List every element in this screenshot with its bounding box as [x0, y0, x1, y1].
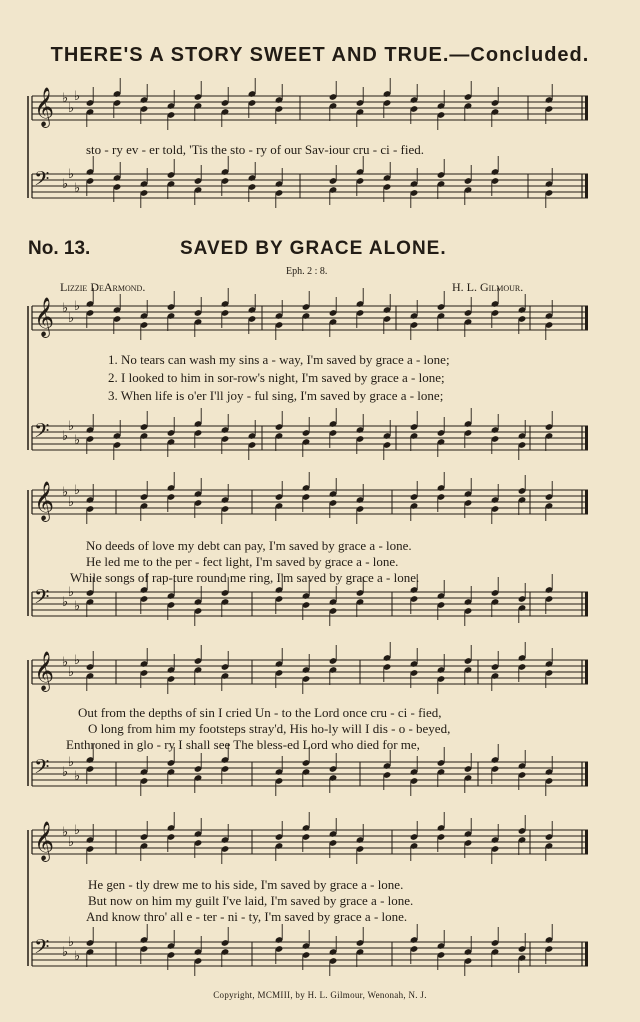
verse-line: O long from him my footsteps stray'd, His ho-ly will I dis - o - beyed, [88, 721, 451, 736]
final-bar-line [585, 762, 588, 786]
final-bar-line [585, 306, 588, 330]
flat-sign-icon: ♭ [68, 665, 75, 680]
treble-clef-icon: 𝄞 [34, 481, 55, 521]
verse-line: No deeds of love my debt can pay, I'm saved by grace a - lone. [86, 538, 412, 553]
flat-sign-icon: ♭ [62, 765, 69, 780]
flat-sign-icon: ♭ [62, 91, 69, 106]
hymn-number: No. 13. [28, 238, 91, 259]
hymn-title: SAVED BY GRACE ALONE. [180, 238, 447, 259]
flat-sign-icon: ♭ [68, 835, 75, 850]
final-bar-line [585, 592, 588, 616]
flat-sign-icon: ♭ [74, 653, 81, 668]
flat-sign-icon: ♭ [62, 429, 69, 444]
flat-sign-icon: ♭ [74, 89, 81, 104]
bass-clef-icon: 𝄢 [34, 419, 50, 447]
flat-sign-icon: ♭ [68, 495, 75, 510]
final-bar-line [585, 426, 588, 450]
treble-clef-icon: 𝄞 [34, 821, 55, 861]
flat-sign-icon: ♭ [74, 181, 81, 196]
flat-sign-icon: ♭ [68, 585, 75, 600]
flat-sign-icon: ♭ [62, 177, 69, 192]
verse-line: 3. When life is o'er I'll joy - ful sing, I'm saved by grace a - lone; [108, 388, 444, 403]
flat-sign-icon: ♭ [74, 769, 81, 784]
final-bar-line [585, 660, 588, 684]
verse-line: 1. No tears can wash my sins a - way, I'm saved by grace a - lone; [108, 352, 450, 367]
final-bar-line [585, 96, 588, 120]
flat-sign-icon: ♭ [68, 167, 75, 182]
continued-hymn-heading: THERE'S A STORY SWEET AND TRUE.—Concluded. [50, 44, 590, 66]
treble-clef-icon: 𝄞 [34, 297, 55, 337]
flat-sign-icon: ♭ [74, 823, 81, 838]
flat-sign-icon: ♭ [68, 101, 75, 116]
verse-line: While songs of rap-ture round me ring, I'm saved by grace a - lone. [70, 570, 420, 585]
flat-sign-icon: ♭ [68, 935, 75, 950]
flat-sign-icon: ♭ [74, 949, 81, 964]
verse-line: Enthroned in glo - ry I shall see The bless-ed Lord who died for me, [66, 737, 420, 752]
flat-sign-icon: ♭ [74, 433, 81, 448]
flat-sign-icon: ♭ [74, 483, 81, 498]
bass-clef-icon: 𝄢 [34, 935, 50, 963]
copyright-notice: Copyright, MCMIII, by H. L. Gilmour, Wenonah, N. J. [213, 990, 427, 1000]
flat-sign-icon: ♭ [62, 825, 69, 840]
lyricist-credit: Lizzie DeArmond. [60, 280, 146, 294]
flat-sign-icon: ♭ [62, 655, 69, 670]
final-bar-line [585, 830, 588, 854]
flat-sign-icon: ♭ [68, 755, 75, 770]
bass-clef-icon: 𝄢 [34, 755, 50, 783]
flat-sign-icon: ♭ [68, 419, 75, 434]
verse-line: Out from the depths of sin I cried Un - to the Lord once cru - ci - fied, [78, 705, 442, 720]
verse-line: He gen - tly drew me to his side, I'm saved by grace a - lone. [88, 877, 404, 892]
verse-line: And know thro' all e - ter - ni - ty, I'm saved by grace a - lone. [86, 909, 408, 924]
flat-sign-icon: ♭ [62, 945, 69, 960]
final-bar-line [585, 942, 588, 966]
bass-clef-icon: 𝄢 [34, 167, 50, 195]
treble-clef-icon: 𝄞 [34, 87, 55, 127]
continued-hymn-lyric: sto - ry ev - er told, 'Tis the sto - ry of our Sav-iour cru - ci - fied. [86, 142, 424, 157]
final-bar-line [585, 174, 588, 198]
flat-sign-icon: ♭ [62, 301, 69, 316]
flat-sign-icon: ♭ [74, 299, 81, 314]
flat-sign-icon: ♭ [68, 311, 75, 326]
scripture-reference: Eph. 2 : 8. [286, 266, 328, 277]
treble-clef-icon: 𝄞 [34, 651, 55, 691]
flat-sign-icon: ♭ [62, 595, 69, 610]
verse-line: 2. I looked to him in sor-row's night, I'm saved by grace a - lone; [108, 370, 445, 385]
final-bar-line [585, 490, 588, 514]
composer-credit: H. L. Gilmour. [452, 280, 524, 294]
flat-sign-icon: ♭ [62, 485, 69, 500]
flat-sign-icon: ♭ [74, 599, 81, 614]
verse-line: But now on him my guilt I've laid, I'm saved by grace a - lone. [88, 893, 414, 908]
verse-line: He led me to the per - fect light, I'm saved by grace a - lone. [86, 554, 399, 569]
bass-clef-icon: 𝄢 [34, 585, 50, 613]
